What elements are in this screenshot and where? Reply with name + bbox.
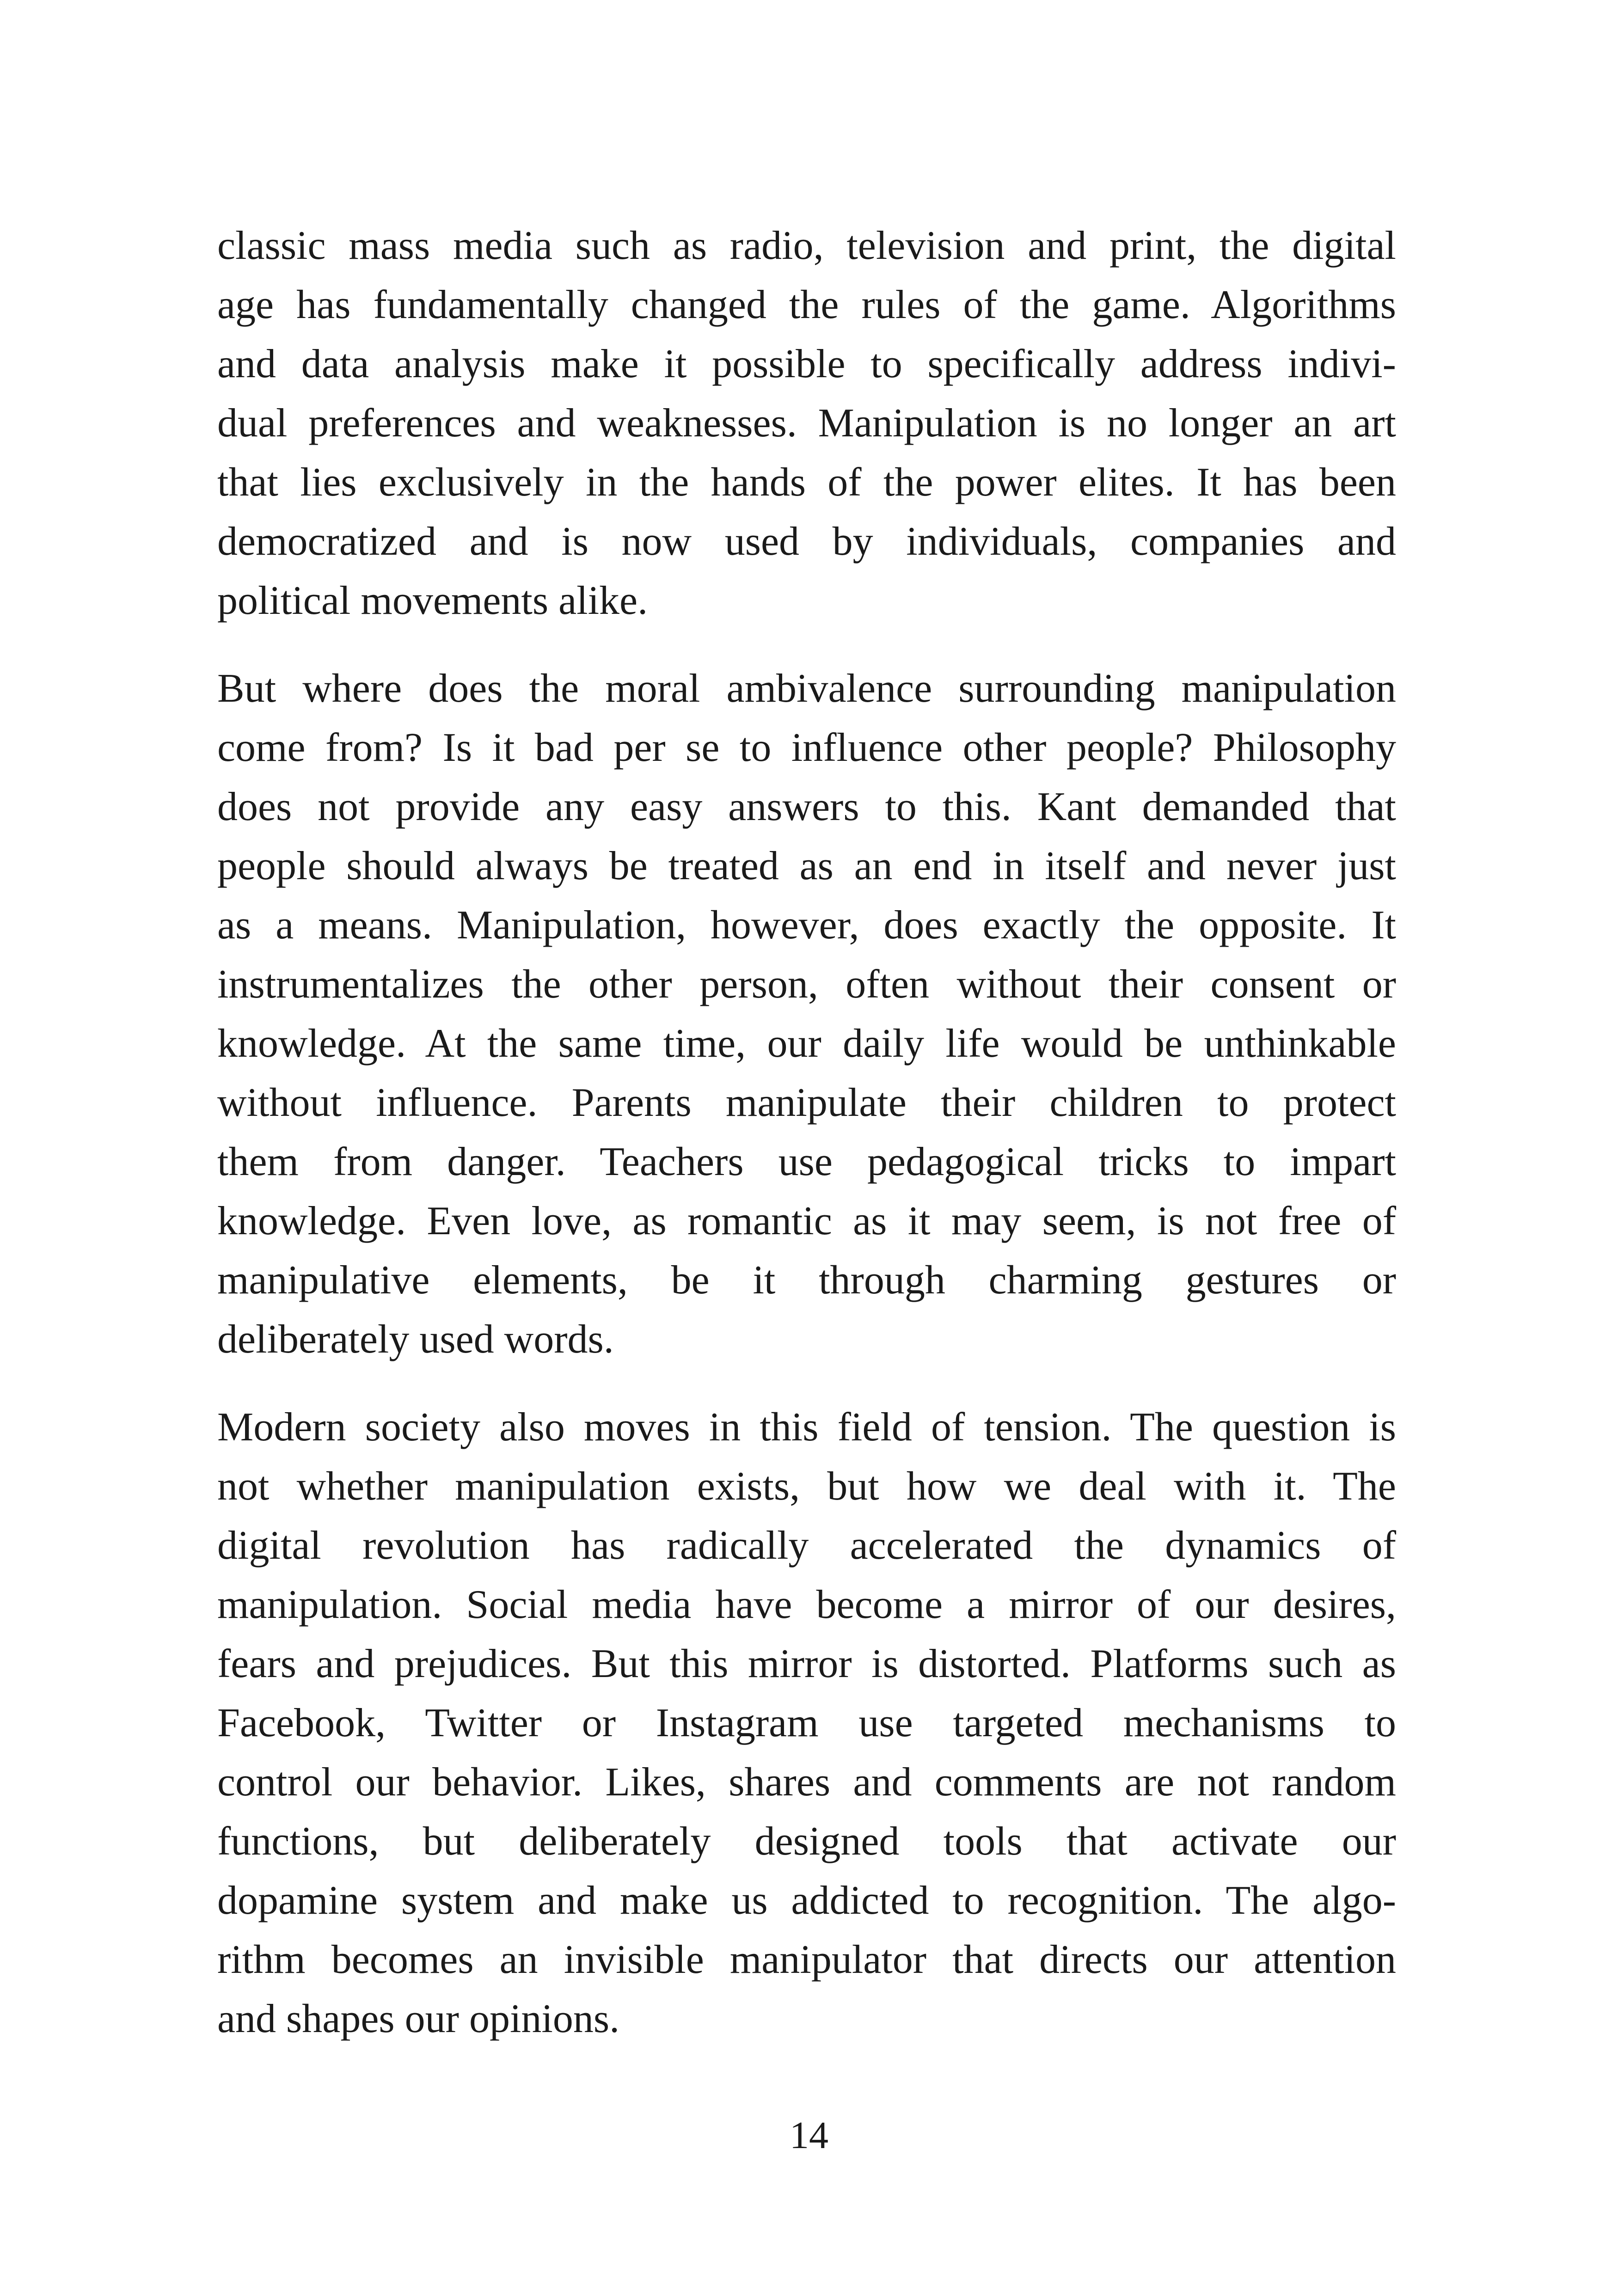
text-line: them from danger. Teachers use pedagogical tricks to impart [217,1139,1396,1184]
text-line: people should always be treated as an end in itself and never just [217,844,1396,888]
text-line: does not provide any easy answers to this. Kant demanded that [217,784,1396,829]
text-line: functions, but deliberately designed tools that activate our [217,1819,1396,1864]
text-line: Facebook, Twitter or Instagram use targeted mechanisms to [217,1701,1396,1745]
paragraph [217,659,1396,1369]
body-text [217,216,1396,2049]
page-number: 14 [790,2114,828,2157]
text-line: fears and prejudices. But this mirror is distorted. Platforms such as [217,1641,1396,1686]
text-line: deliberately used words. [217,1317,614,1362]
text-line: control our behavior. Likes, shares and comments are not random [217,1760,1396,1805]
text-line: digital revolution has radically accelerated the dynamics of [217,1523,1396,1568]
text-line: rithm becomes an invisible manipulator that directs our attention [217,1937,1396,1982]
text-line: classic mass media such as radio, television and print, the digital [217,223,1396,268]
text-line: come from? Is it bad per se to influence other people? Philosophy [217,725,1396,770]
text-line: knowledge. At the same time, our daily life would be unthinkable [217,1021,1396,1066]
text-line: that lies exclusively in the hands of the power elites. It has been [217,460,1396,505]
text-line: But where does the moral ambivalence surrounding manipulation [217,666,1396,711]
text-line: dopamine system and make us addicted to recognition. The algo- [217,1878,1396,1923]
paragraph [217,216,1396,631]
text-line: and shapes our opinions. [217,1996,620,2041]
text-line: manipulative elements, be it through charming gestures or [217,1258,1396,1303]
text-line: and data analysis make it possible to specifically address indivi- [217,342,1396,386]
text-line: not whether manipulation exists, but how we deal with it. The [217,1464,1396,1509]
text-line: political movements alike. [217,578,648,623]
text-line: without influence. Parents manipulate their children to protect [217,1080,1396,1125]
text-line: Modern society also moves in this field of tension. The question is [217,1405,1396,1450]
text-line: age has fundamentally changed the rules of the game. Algorithms [217,282,1396,327]
paragraph [217,1398,1396,2049]
text-line: as a means. Manipulation, however, does exactly the opposite. It [217,903,1396,948]
text-line: knowledge. Even love, as romantic as it may seem, is not free of [217,1199,1396,1243]
text-line: instrumentalizes the other person, often without their consent or [217,962,1396,1007]
text-line: manipulation. Social media have become a mirror of our desires, [217,1582,1396,1627]
text-line: democratized and is now used by individuals, companies and [217,519,1396,564]
text-line: dual preferences and weaknesses. Manipulation is no longer an art [217,401,1396,446]
